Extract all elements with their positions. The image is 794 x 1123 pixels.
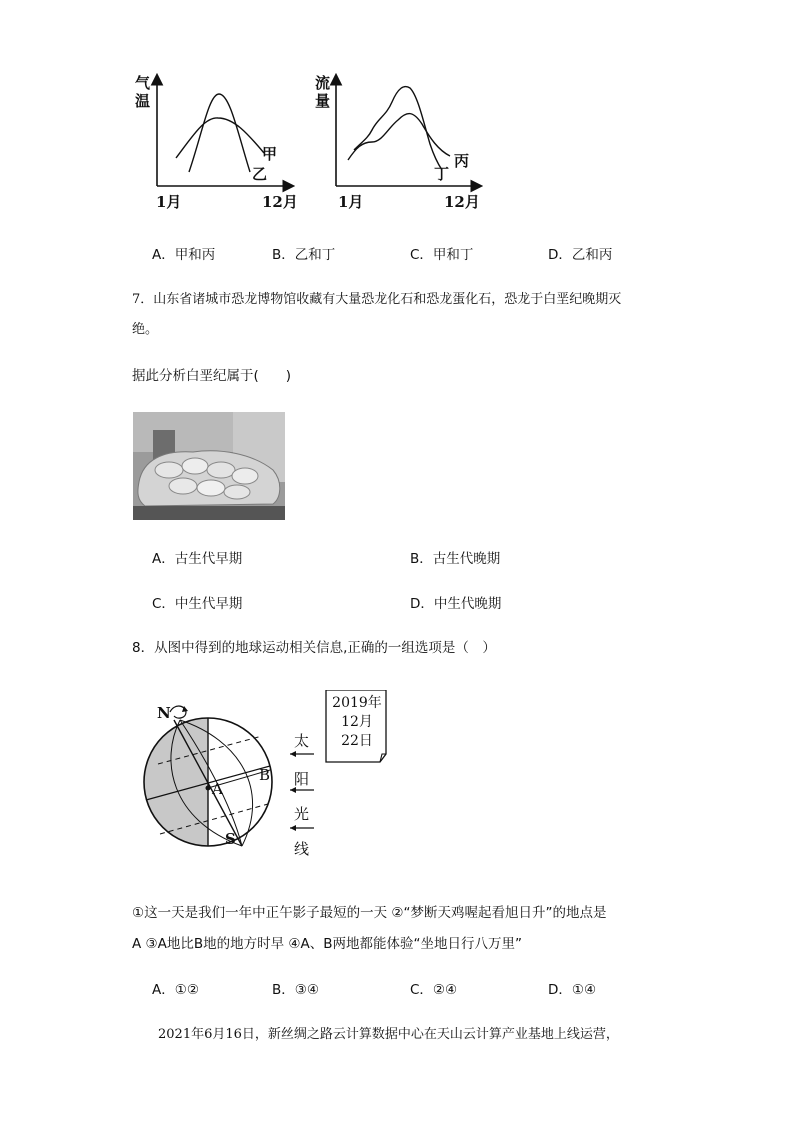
label-point-a: A <box>212 780 223 798</box>
label-south: S <box>225 830 236 848</box>
label-jia: 甲 <box>262 145 278 163</box>
calendar-day: 22日 <box>341 733 373 749</box>
next-passage: 2021年6月16日，新丝绸之路云计算数据中心在天山云计算产业基地上线运营， <box>158 1027 619 1042</box>
q8-option-d: D．①④ <box>548 982 597 998</box>
night-side <box>144 718 208 846</box>
curve-yi <box>189 94 250 172</box>
label-north: N <box>157 704 171 722</box>
flow-x-end: 12月 <box>444 193 480 211</box>
temp-y-label: 气温 <box>135 74 151 110</box>
q7-question: 据此分析白垩纪属于( ) <box>132 368 292 384</box>
calendar-date <box>328 694 386 751</box>
q8-statement-line1: ①这一天是我们一年中正午影子最短的一天 ②“梦断天鸡喔起看旭日升”的地点是 <box>132 905 607 921</box>
label-yi: 乙 <box>252 165 268 183</box>
label-ding: 丁 <box>434 165 450 183</box>
q6-option-b: B．乙和丁 <box>272 247 336 263</box>
fossil-illustration <box>133 412 285 520</box>
q8-option-a: A．①② <box>152 982 199 998</box>
temp-y-label-1 <box>135 74 155 110</box>
sunlight-char-4: 线 <box>294 840 310 858</box>
calendar-year: 2019年 <box>332 695 382 711</box>
sunlight-char-1: 太 <box>294 732 310 750</box>
q7-option-c: C．中生代早期 <box>152 596 243 612</box>
dinosaur-egg-fossil-photo <box>133 412 285 520</box>
q8-statement-line2: A ③A地比B地的地方时早 ④A、B两地都能体验“坐地日行八万里” <box>132 936 523 952</box>
curve-ding <box>354 87 442 170</box>
flow-x-start: 1月 <box>338 193 364 211</box>
q8-option-c: C．②④ <box>410 982 458 998</box>
point-a-dot <box>206 786 211 791</box>
calendar-month: 12月 <box>341 714 373 730</box>
flow-y-label-1 <box>315 74 335 110</box>
q8-stem: 8．从图中得到的地球运动相关信息,正确的一组选项是（ ） <box>132 640 496 656</box>
temp-x-end: 12月 <box>262 193 298 211</box>
curve-bing <box>348 114 450 160</box>
flow-y-label: 流量 <box>315 74 331 110</box>
q7-option-a: A．古生代早期 <box>152 551 243 567</box>
q7-option-d: D．中生代晚期 <box>410 596 502 612</box>
q7-option-b: B．古生代晚期 <box>410 551 501 567</box>
temp-x-start: 1月 <box>156 193 182 211</box>
sunlight-char-3: 光 <box>294 805 310 823</box>
sunlight-char-2: 阳 <box>294 770 310 788</box>
curve-jia <box>176 118 264 158</box>
q6-option-a: A．甲和丙 <box>152 247 216 263</box>
q7-stem-line1: 7．山东省诸城市恐龙博物馆收藏有大量恐龙化石和恐龙蛋化石，恐龙于白垩纪晚期灭 <box>132 292 622 307</box>
q6-option-d: D．乙和丙 <box>548 247 613 263</box>
q6-option-c: C．甲和丁 <box>410 247 474 263</box>
label-point-b: B <box>259 766 271 784</box>
q8-option-b: B．③④ <box>272 982 319 998</box>
q7-stem-line2: 绝。 <box>132 322 159 337</box>
label-bing: 丙 <box>454 152 470 170</box>
